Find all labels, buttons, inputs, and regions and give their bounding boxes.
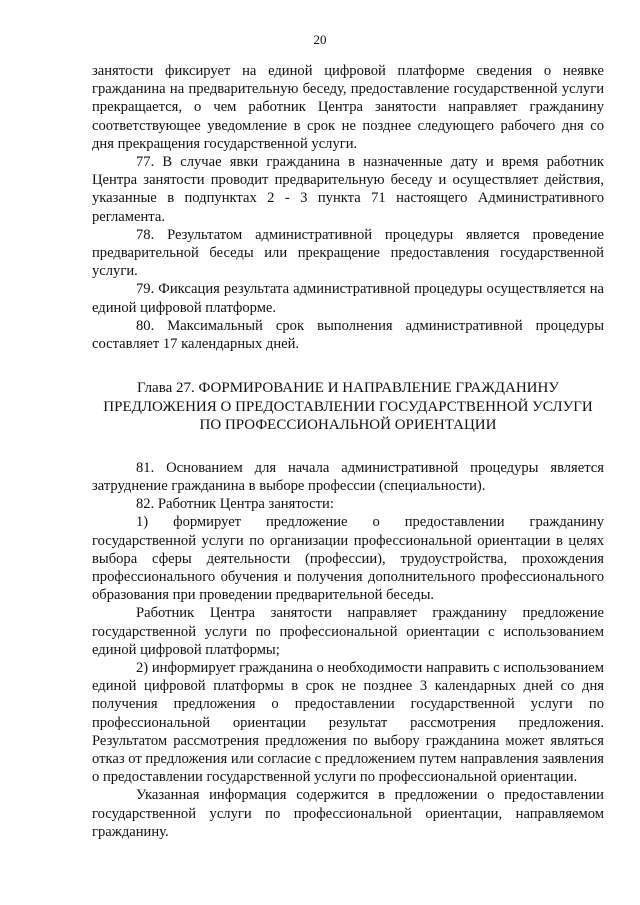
paragraph-82-item-1-note: Работник Центра занятости направляет гражданину предложение государственной услуги по профессиональной ориентации с использованием единой цифровой платформы; bbox=[92, 605, 604, 658]
paragraph-77: 77. В случае явки гражданина в назначенные дату и время работник Центра занятости проводит предварительную беседу и осуществляет действия, указанные в подпунктах 2 - 3 пункта 71 настоящего Административного регламента. bbox=[92, 154, 604, 225]
paragraph-continuation: занятости фиксирует на единой цифровой платформе сведения о неявке гражданина на предварительную беседу, предоставление государственной услуги прекращается, о чем работник Центра занятости направляет гражданину соответствующее уведомление в срок не позднее следующего рабочего дня со дня прекращения государственной услуги. bbox=[92, 63, 604, 152]
chapter-heading-line-2: ПРЕДЛОЖЕНИЯ О ПРЕДОСТАВЛЕНИИ ГОСУДАРСТВЕННОЙ УСЛУГИ bbox=[103, 398, 593, 415]
document-body bbox=[92, 62, 604, 841]
paragraph-78: 78. Результатом административной процедуры является проведение предварительной беседы или прекращение предоставления государственной услуги. bbox=[92, 226, 604, 280]
chapter-heading bbox=[92, 379, 604, 435]
paragraph-80: 80. Максимальный срок выполнения административной процедуры составляет 17 календарных дней. bbox=[92, 317, 604, 353]
paragraph-82-item-2-note: Указанная информация содержится в предложении о предоставлении государственной услуги по профессиональной ориентации, направляемом гражданину. bbox=[92, 787, 604, 840]
paragraph-81: 81. Основанием для начала административной процедуры является затруднение гражданина в выборе профессии (специальности). bbox=[92, 459, 604, 494]
paragraph-82-item-1: 1) формирует предложение о предоставлении гражданину государственной услуги по организации профессиональной ориентации в целях выбора сферы деятельности (профессии), трудоустройства, прохождения профессионального обучения и получения дополнительного профессионального образования при проведении предварительной беседы. bbox=[92, 514, 604, 604]
paragraph-79: 79. Фиксация результата административной процедуры осуществляется на единой цифровой платформе. bbox=[92, 281, 604, 316]
paragraph-82: 82. Работник Центра занятости: bbox=[136, 496, 334, 513]
paragraph-82-item-2: 2) информирует гражданина о необходимости направить с использованием единой цифровой платформы в срок не позднее 3 календарных дней со дня получения предложения о предоставлении государственной услуги по профессиональной ориентации результат рассмотрения предложения. Результатом рассмотрения предложения по выбору гражданина может являться отказ от предложения или согласие с предложением путем направления заявления о предоставлении государственной услуги по профессиональной ориентации. bbox=[92, 659, 604, 786]
chapter-heading-line-3: ПО ПРОФЕССИОНАЛЬНОЙ ОРИЕНТАЦИИ bbox=[199, 417, 497, 434]
page-number: 20 bbox=[313, 32, 327, 47]
chapter-heading-line-1: Глава 27. ФОРМИРОВАНИЕ И НАПРАВЛЕНИЕ ГРАЖДАНИНУ bbox=[137, 380, 559, 397]
